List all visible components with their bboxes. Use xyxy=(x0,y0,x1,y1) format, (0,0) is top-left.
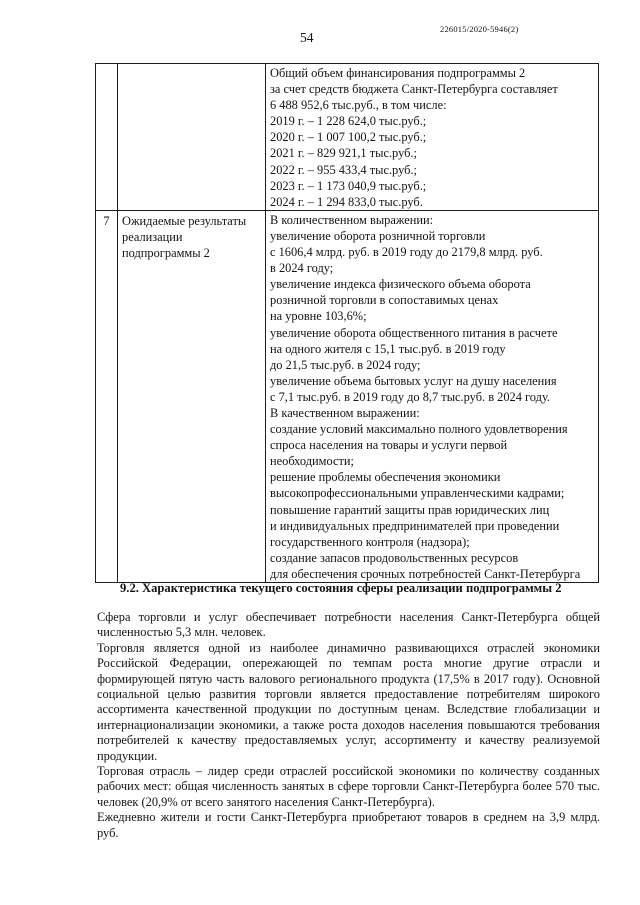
cell-line: создание условий максимально полного удовлетворения xyxy=(270,422,568,437)
cell-line: необходимости; xyxy=(270,454,354,469)
cell-line: решение проблемы обеспечения экономики xyxy=(270,470,501,485)
row-number-cell: 7 xyxy=(96,210,118,582)
cell-line: 6 488 952,6 тыс.руб., в том числе: xyxy=(270,98,447,113)
cell-line: увеличение оборота общественного питания в расчете xyxy=(270,325,558,340)
cell-line: розничной торговли в сопоставимых ценах xyxy=(270,293,499,308)
cell-line: создание запасов продовольственных ресурсов xyxy=(270,550,519,565)
cell-line: 2020 г. – 1 007 100,2 тыс.руб.; xyxy=(270,130,427,145)
cell-line: 2019 г. – 1 228 624,0 тыс.руб.; xyxy=(270,114,427,129)
paragraph: Сфера торговли и услуг обеспечивает потребности населения Санкт-Петербурга общей численностью 5,3 млн. человек. xyxy=(97,610,600,640)
cell-line: на уровне 103,6%; xyxy=(270,309,367,324)
cell-line: 2023 г. – 1 173 040,9 тыс.руб.; xyxy=(270,178,427,193)
cell-line: за счет средств бюджета Санкт-Петербурга составляет xyxy=(270,82,558,97)
page-number: 54 xyxy=(300,30,314,45)
paragraph: Ежедневно жители и гости Санкт-Петербурга приобретают товаров в среднем на 3,9 млрд. руб. xyxy=(97,810,600,840)
cell-line: повышение гарантий защиты прав юридических лиц xyxy=(270,502,550,517)
cell-line: 2024 г. – 1 294 833,0 тыс.руб. xyxy=(270,194,423,209)
row-label-cell xyxy=(118,64,266,211)
cell-line: с 1606,4 млрд. руб. в 2019 году до 2179,8 млрд. руб. xyxy=(270,245,543,260)
label-line: реализации xyxy=(122,229,183,244)
cell-line: Общий объем финансирования подпрограммы 2 xyxy=(270,66,526,80)
paragraph: Торговая отрасль – лидер среди отраслей российской экономики по количеству созданных рабочих мест: общая численность занятых в сфере торговли Санкт-Петербурга более 570 тыс. человек (20,9% от всего занятого населения Санкт-Петербурга). xyxy=(97,764,600,809)
table-row-expected-results xyxy=(96,210,599,582)
cell-line: для обеспечения срочных потребностей Санкт-Петербурга xyxy=(270,566,581,581)
expected-results-cell xyxy=(266,210,599,582)
paragraph: Торговля является одной из наиболее динамично развивающихся отраслей экономики Российской Федерации, опережающей по темпам роста многие другие отрасли и формирующей пятую часть валового регионального продукта (17,5% в 2017 году). Основной социальной целью развития торговли является предоставление потребителям широкого ассортимента качественной продукции по доступным ценам. Вследствие глобализации и интернационализации экономики, а также роста доходов населения повышаются требования потребителей к качеству предоставляемых услуг, ассортименту и качеству реализуемой продукции. xyxy=(97,640,600,763)
cell-line: 2021 г. – 829 921,1 тыс.руб.; xyxy=(270,146,417,161)
document-registration-code: 226015/2020-5946(2) xyxy=(440,24,519,34)
cell-line: увеличение объема бытовых услуг на душу населения xyxy=(270,373,557,388)
label-line: подпрограммы 2 xyxy=(122,246,210,261)
cell-line: 2022 г. – 955 433,4 тыс.руб.; xyxy=(270,162,417,177)
cell-line: и индивидуальных предпринимателей при проведении xyxy=(270,518,560,533)
cell-line: государственного контроля (надзора); xyxy=(270,534,470,549)
cell-line: В качественном выражении: xyxy=(270,405,420,420)
cell-line: увеличение индекса физического объема оборота xyxy=(270,277,531,292)
section-heading: 9.2. Характеристика текущего состояния сферы реализации подпрограммы 2 xyxy=(120,581,562,595)
cell-line: до 21,5 тыс.руб. в 2024 году; xyxy=(270,357,421,372)
subprogram-passport-table xyxy=(95,63,599,583)
label-line: Ожидаемые результаты xyxy=(122,213,247,228)
cell-line: спроса населения на товары и услуги первой xyxy=(270,438,508,453)
financing-volume-cell xyxy=(266,64,599,211)
cell-line: в 2024 году; xyxy=(270,261,334,276)
cell-line: увеличение оборота розничной торговли xyxy=(270,228,486,243)
cell-line: высокопрофессиональными управленческими кадрами; xyxy=(270,486,565,501)
row-number-cell xyxy=(96,64,118,211)
row-label-cell xyxy=(118,210,266,582)
cell-line: В количественном выражении: xyxy=(270,212,434,227)
cell-line: с 7,1 тыс.руб. в 2019 году до 8,7 тыс.руб. в 2024 году. xyxy=(270,389,550,404)
table-row-financing xyxy=(96,64,599,211)
cell-line: на одного жителя с 15,1 тыс.руб. в 2019 году xyxy=(270,341,506,356)
section-body xyxy=(97,610,600,841)
